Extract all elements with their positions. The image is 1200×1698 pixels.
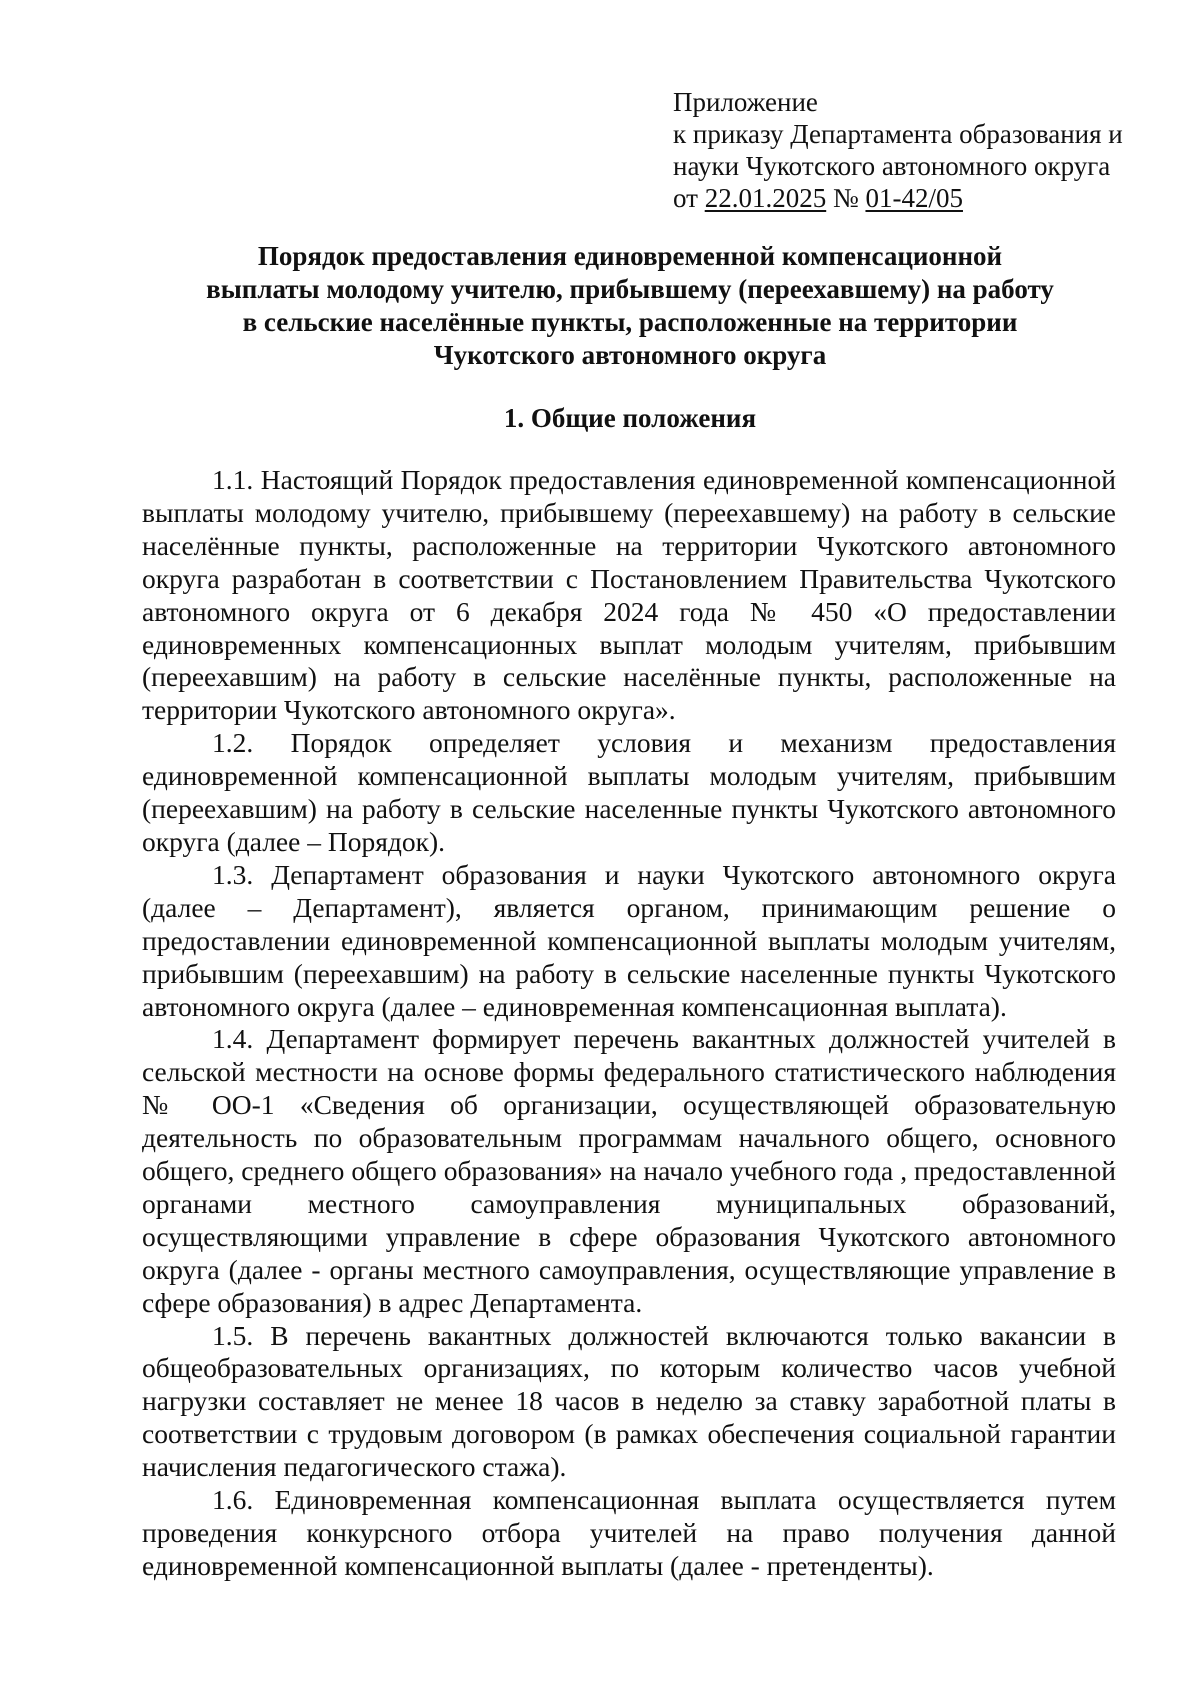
document-title (110, 240, 1150, 372)
paragraph-1-6: 1.6. Единовременная компенсационная выплата осуществляется путем проведения конкурсного отбора учителей на право получения данной единовременной компенсационной выплаты (далее - претенденты). (142, 1484, 1116, 1581)
appendix-date-number (673, 182, 1133, 214)
title-line-3: в сельские населённые пункты, расположенные на территории (242, 307, 1018, 337)
paragraph-1-5: 1.5. В перечень вакантных должностей включаются только вакансии в общеобразовательных организациях, по которым количество часов учебной нагрузки составляет не менее 18 часов в неделю за ставку заработной платы в соответствии с трудовым договором (в рамках обеспечения социальной гарантии начисления педагогического стажа). (142, 1319, 1116, 1483)
appendix-label: Приложение (673, 87, 818, 117)
title-line-4: Чукотского автономного округа (433, 340, 827, 370)
title-line-2: выплаты молодому учителю, прибывшему (переехавшему) на работу (206, 274, 1054, 304)
appendix-department: науки Чукотского автономного округа (673, 151, 1111, 181)
paragraph-1-3: 1.3. Департамент образования и науки Чукотского автономного округа (далее – Департамент), является органом, принимающим решение о предоставлении единовременной компенсационной выплаты молодым учителям, прибывшим (переехавшим) на работу в сельские населенные пункты Чукотского автономного округа (далее – единовременная компенсационная выплата). (142, 858, 1116, 1022)
paragraph-1-2: 1.2. Порядок определяет условия и механизм предоставления единовременной компенсационной выплаты молодым учителям, прибывшим (переехавшим) на работу в сельские населенные пункты Чукотского автономного округа (далее – Порядок). (142, 727, 1116, 857)
paragraph-1-1: 1.1. Настоящий Порядок предоставления единовременной компенсационной выплаты молодому учителю, прибывшему (переехавшему) на работу в сельские населённые пункты, расположенные на территории Чукотского автономного округа разработан в соответствии с Постановлением Правительства Чукотского автономного округа от 6 декабря 2024 года № 450 «О предоставлении единовременных компенсационных выплат молодым учителям, прибывшим (переехавшим) на работу в сельские населённые пункты, расположенные на территории Чукотского автономного округа». (142, 464, 1116, 726)
appendix-block (673, 86, 1133, 214)
appendix-order-ref: к приказу Департамента образования и (673, 119, 1123, 149)
section-heading: 1. Общие положения (503, 403, 757, 433)
title-line-1: Порядок предоставления единовременной компенсационной (257, 241, 1003, 271)
appendix-prefix-from: от (673, 183, 698, 213)
document-body (142, 464, 1116, 1583)
appendix-number: 01-42/05 (865, 183, 963, 213)
paragraph-1-4: 1.4. Департамент формирует перечень вакантных должностей учителей в сельской местности на основе формы федерального статистического наблюдения № ОО-1 «Сведения об организации, осуществляющей образовательную деятельность по образовательным программам начального общего, основного общего, среднего общего образования» на начало учебного года , предоставленной органами местного самоуправления муниципальных образований, осуществляющими управление в сфере образования Чукотского автономного округа (далее - органы местного самоуправления, осуществляющие управление в сфере образования) в адрес Департамента. (142, 1023, 1116, 1318)
appendix-date: 22.01.2025 (704, 183, 827, 213)
appendix-number-sign: № (832, 183, 859, 213)
